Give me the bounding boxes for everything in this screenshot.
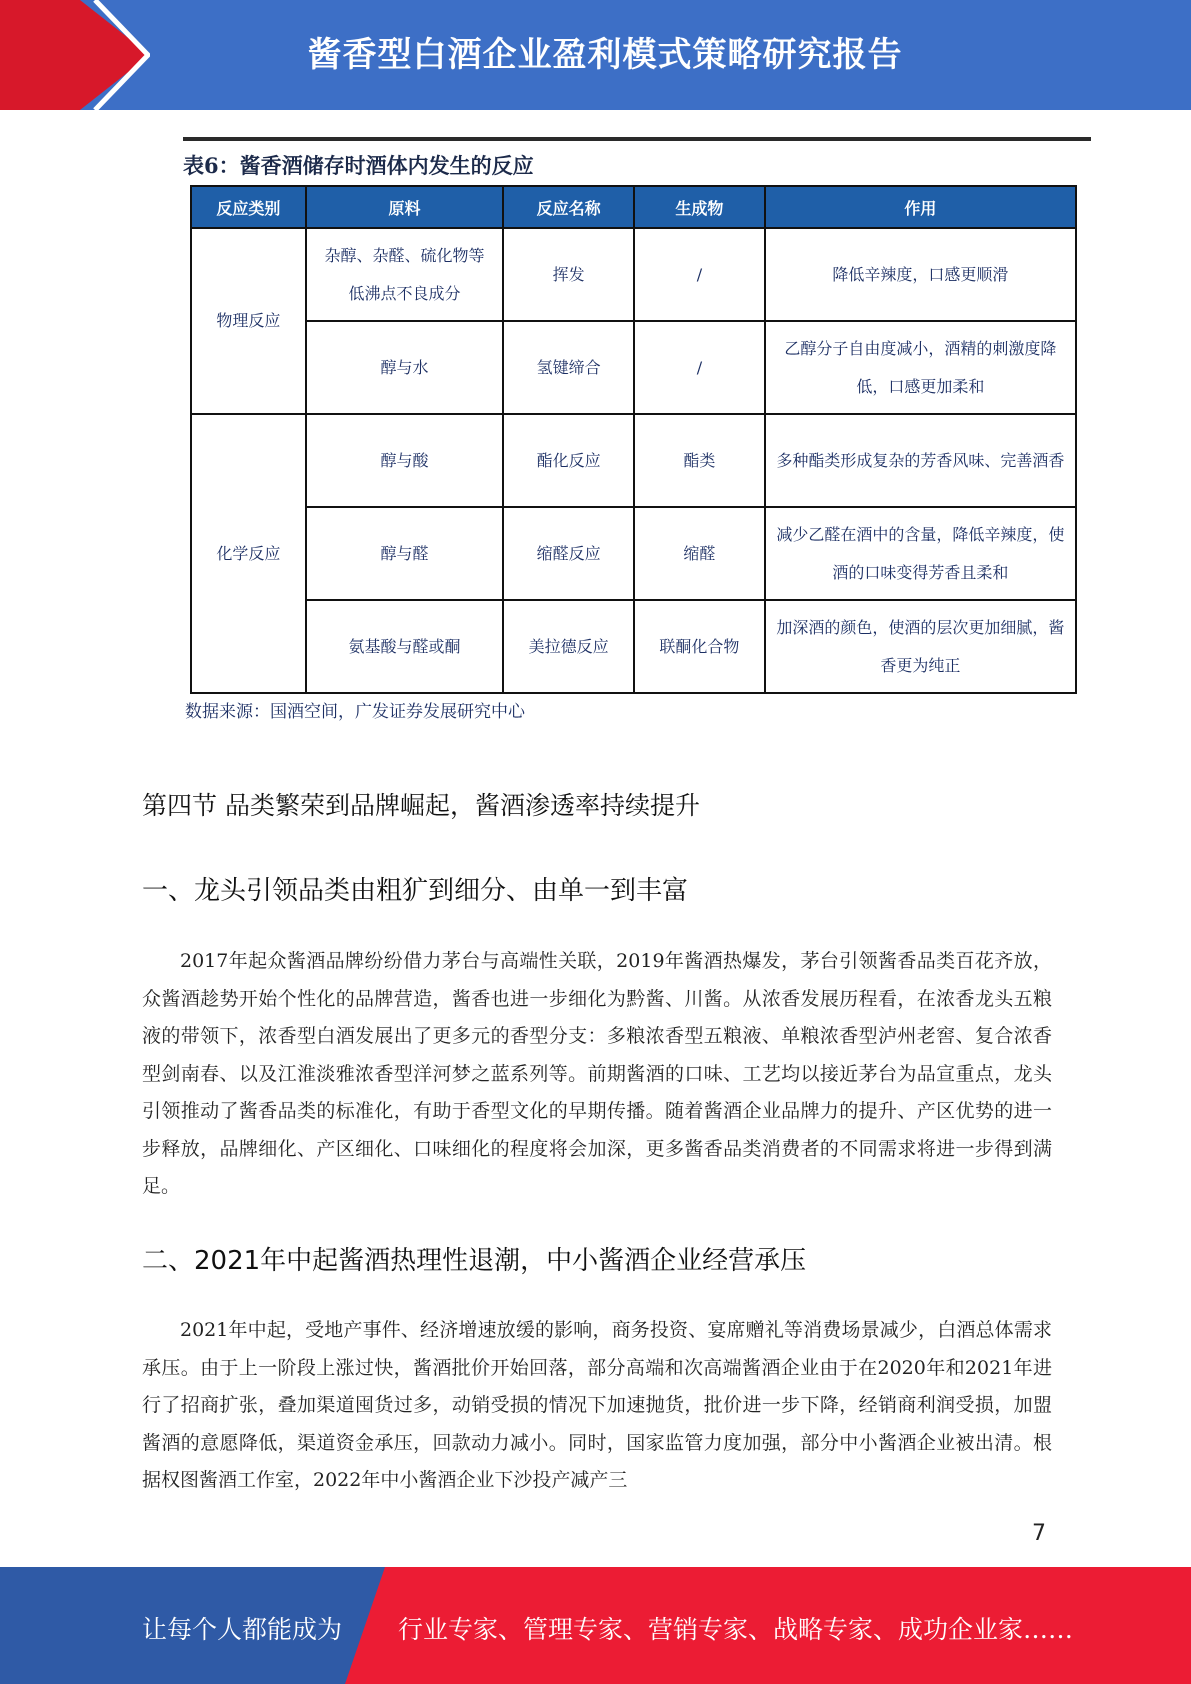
- report-title: 酱香型白酒企业盈利模式策略研究报告: [307, 35, 903, 75]
- reaction-cell: 缩醛反应: [503, 507, 634, 600]
- effect-cell: 加深酒的颜色，使酒的层次更加细腻，酱香更为纯正: [765, 600, 1076, 693]
- table-header-row: [191, 186, 1076, 228]
- paragraph-1: 2017年起众酱酒品牌纷纷借力茅台与高端性关联，2019年酱酒热爆发，茅台引领酱香品类百花齐放，众酱酒趁势开始个性化的品牌营造，酱香也进一步细化为黔酱、川酱。从浓香发展历程看，在浓香龙头五粮液的带领下，浓香型白酒发展出了更多元的香型分支：多粮浓香型五粮液、单粮浓香型泸州老窖、复合浓香型剑南春、以及江淮淡雅浓香型洋河梦之蓝系列等。前期酱酒的口味、工艺均以接近茅台为品宣重点，龙头引领推动了酱香品类的标准化，有助于香型文化的早期传播。随着酱酒企业品牌力的提升、产区优势的进一步释放，品牌细化、产区细化、口味细化的程度将会加深，更多酱香品类消费者的不同需求将进一步得到满足。: [142, 950, 1052, 1197]
- product-cell: 联酮化合物: [634, 600, 765, 693]
- table-row: [191, 414, 1076, 507]
- column-header: 反应类别: [191, 186, 306, 228]
- material-cell: 醇与酸: [306, 414, 504, 507]
- reaction-cell: 美拉德反应: [503, 600, 634, 693]
- column-header: 反应名称: [503, 186, 634, 228]
- footer-slogan-left: 让每个人都能成为: [142, 1615, 343, 1644]
- material-cell: 杂醇、杂醛、硫化物等低沸点不良成分: [306, 228, 504, 321]
- category-cell: 化学反应: [191, 414, 306, 693]
- table-row: [191, 321, 1076, 414]
- effect-cell: 多种酯类形成复杂的芳香风味、完善酒香: [765, 414, 1076, 507]
- table-row: [191, 228, 1076, 321]
- product-cell: /: [634, 228, 765, 321]
- table-top-rule: [183, 137, 1091, 141]
- table-caption: 表6：酱香酒储存时酒体内发生的反应: [183, 153, 534, 178]
- subsection-heading-1: 一、龙头引领品类由粗犷到细分、由单一到丰富: [142, 876, 689, 906]
- effect-cell: 乙醇分子自由度减小，酒精的刺激度降低，口感更加柔和: [765, 321, 1076, 414]
- product-cell: /: [634, 321, 765, 414]
- category-cell: 物理反应: [191, 228, 306, 414]
- paragraph-2: 2021年中起，受地产事件、经济增速放缓的影响，商务投资、宴席赠礼等消费场景减少，白酒总体需求承压。由于上一阶段上涨过快，酱酒批价开始回落，部分高端和次高端酱酒企业由于在2020年和2021年进行了招商扩张，叠加渠道囤货过多，动销受损的情况下加速抛货，批价进一步下降，经销商利润受损，加盟酱酒的意愿降低，渠道资金承压，回款动力减小。同时，国家监管力度加强，部分中小酱酒企业被出清。根据权图酱酒工作室，2022年中小酱酒企业下沙投产减产三: [142, 1319, 1052, 1491]
- table-source-note: 数据来源：国酒空间，广发证券发展研究中心: [185, 702, 525, 722]
- footer-slogan-right: 行业专家、管理专家、营销专家、战略专家、成功企业家……: [398, 1615, 1074, 1644]
- section-heading: 第四节 品类繁荣到品牌崛起，酱酒渗透率持续提升: [142, 791, 700, 820]
- subsection-heading-2: 二、2021年中起酱酒热理性退潮，中小酱酒企业经营承压: [142, 1246, 807, 1276]
- column-header: 原料: [306, 186, 504, 228]
- column-header: 作用: [765, 186, 1076, 228]
- reaction-cell: 酯化反应: [503, 414, 634, 507]
- effect-cell: 降低辛辣度，口感更顺滑: [765, 228, 1076, 321]
- table-row: [191, 600, 1076, 693]
- effect-cell: 减少乙醛在酒中的含量，降低辛辣度，使酒的口味变得芳香且柔和: [765, 507, 1076, 600]
- column-header: 生成物: [634, 186, 765, 228]
- header-banner: [0, 0, 1191, 110]
- product-cell: 缩醛: [634, 507, 765, 600]
- table-row: [191, 507, 1076, 600]
- header-arrow-decoration: [0, 0, 150, 110]
- material-cell: 氨基酸与醛或酮: [306, 600, 504, 693]
- material-cell: 醇与醛: [306, 507, 504, 600]
- reaction-cell: 挥发: [503, 228, 634, 321]
- reaction-table: [190, 185, 1077, 694]
- page-number: 7: [1032, 1521, 1046, 1546]
- material-cell: 醇与水: [306, 321, 504, 414]
- reaction-cell: 氢键缔合: [503, 321, 634, 414]
- product-cell: 酯类: [634, 414, 765, 507]
